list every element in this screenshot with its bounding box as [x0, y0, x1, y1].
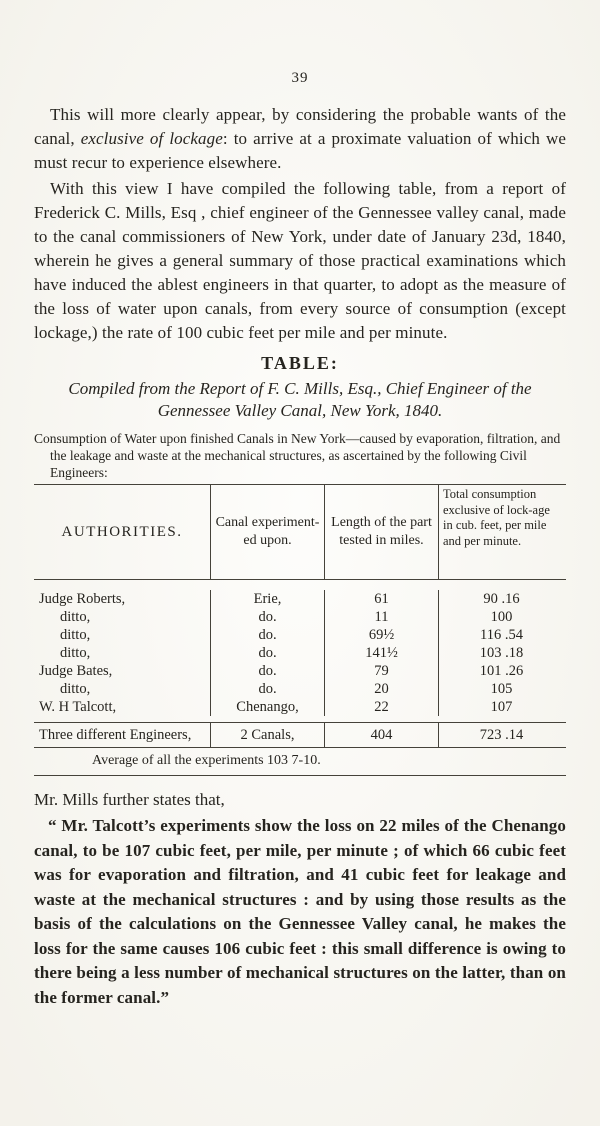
consumption-cell: 103 .18: [438, 644, 564, 662]
consumption-cell: 100: [438, 608, 564, 626]
length-cell: 20: [324, 680, 438, 698]
header-length: Length of the part tested in miles.: [324, 485, 438, 579]
canal-consumption-table: [34, 484, 566, 776]
authority-cell: ditto,: [60, 609, 91, 625]
table-row: [34, 590, 566, 608]
header-consumption: Total consumption exclusive of lock-age in cub. feet, per mile and per minute.: [438, 485, 564, 579]
canal-cell: do.: [210, 626, 324, 644]
table-row: [34, 680, 566, 698]
consumption-cell: 105: [438, 680, 564, 698]
table-header-row: [34, 485, 566, 580]
authority-cell: ditto,: [60, 645, 91, 661]
table-row: [34, 644, 566, 662]
canal-cell: do.: [210, 644, 324, 662]
consumption-cell: 101 .26: [438, 662, 564, 680]
total-consumption-cell: 723 .14: [438, 723, 564, 747]
table-row: [34, 626, 566, 644]
authority-cell: ditto,: [60, 627, 91, 643]
mills-statement-intro: Mr. Mills further states that,: [34, 790, 225, 809]
length-cell: 61: [324, 590, 438, 608]
consumption-cell: 116 .54: [438, 626, 564, 644]
page-number: 39: [291, 70, 309, 86]
canal-cell: do.: [210, 608, 324, 626]
average-note: Average of all the experiments 103 7-10.: [34, 748, 566, 776]
length-cell: 141½: [324, 644, 438, 662]
header-authorities: AUTHORITIES.: [61, 523, 183, 540]
authority-cell: Judge Roberts,: [39, 591, 126, 607]
table-body: [34, 580, 566, 722]
length-cell: 79: [324, 662, 438, 680]
table-subtitle: Compiled from the Report of F. C. Mills, Esq., Chief Engineer of the Gennessee Valley Canal, New York, 1840.: [68, 379, 532, 420]
table-row: [34, 698, 566, 716]
authority-cell: ditto,: [60, 681, 91, 697]
table-title: TABLE:: [261, 353, 339, 373]
total-canal-cell: 2 Canals,: [210, 723, 324, 747]
authority-cell: W. H Talcott,: [39, 699, 117, 715]
canal-cell: Chenango,: [210, 698, 324, 716]
table-row: [34, 662, 566, 680]
total-authority-cell: Three different Engineers,: [39, 727, 192, 743]
paragraph-1-text-b: : to arrive at a proximate valuation of which we must recur to experience elsewhere.: [34, 129, 566, 172]
total-length-cell: 404: [324, 723, 438, 747]
canal-cell: do.: [210, 680, 324, 698]
table-total-row: [34, 722, 566, 748]
paragraph-1-text-a: This will more clearly appear, by considering the probable wants of the canal,: [34, 105, 566, 148]
paragraph-1-emphasis: exclusive of lockage: [80, 129, 223, 148]
length-cell: 22: [324, 698, 438, 716]
length-cell: 69½: [324, 626, 438, 644]
paragraph-2: With this view I have compiled the following table, from a report of Frederick C. Mills, Esq , chief engineer of the Gennessee valley canal, made to the canal commissioners of New York, under date of January 23d, 1840, wherein he gives a general summary of those practical examinations which have induced the ablest engineers in that quarter, to adopt as the measure of the loss of water upon canals, from every source of consumption (except lockage,) the rate of 100 cubic feet per mile and per minute.: [34, 179, 566, 342]
length-cell: 11: [324, 608, 438, 626]
paragraph-1: [34, 103, 566, 175]
table-caption: Consumption of Water upon finished Canals in New York—caused by evaporation, filtration, and the leakage and waste at the mechanical structures, as ascertained by the following Civil Engineers:: [34, 431, 561, 480]
consumption-cell: 90 .16: [438, 590, 564, 608]
authority-cell: Judge Bates,: [39, 663, 113, 679]
consumption-cell: 107: [438, 698, 564, 716]
header-canal: Canal experiment-ed upon.: [210, 485, 324, 579]
canal-cell: Erie,: [210, 590, 324, 608]
canal-cell: do.: [210, 662, 324, 680]
table-row: [34, 608, 566, 626]
talcott-quote-paragraph: “ Mr. Talcott’s experiments show the loss on 22 miles of the Chenango canal, to be 107 cubic feet, per mile, per minute ; of which 66 cubic feet was for evaporation and filtration, and 41 cubic feet for leakage and waste at the mechanical structures : and by using those results as the basis of the calculations on the Gennessee Valley canal, he makes the loss for the same causes 106 cubic feet : this small difference is owing to there being a less number of mechanical structures on the latter, than on the former canal.”: [34, 816, 566, 1007]
